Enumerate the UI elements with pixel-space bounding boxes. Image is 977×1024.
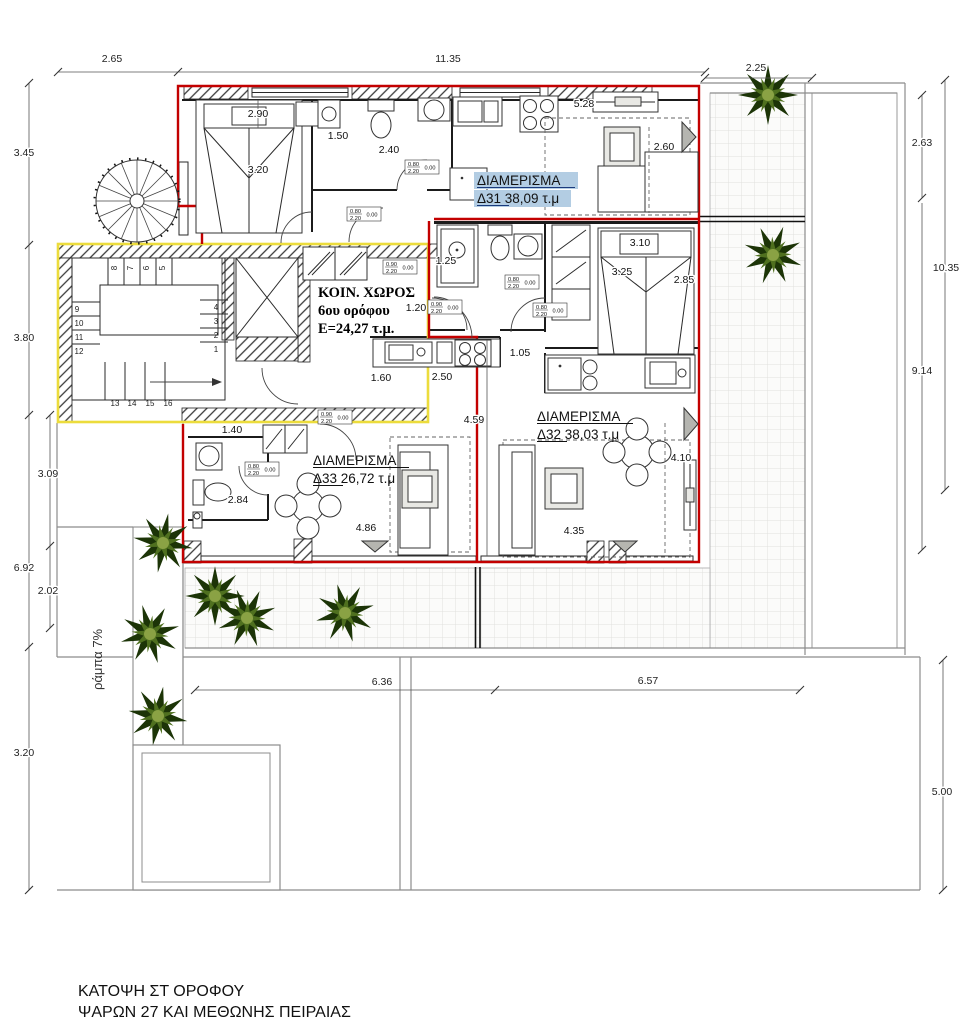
stair-step-14: 14 <box>127 399 137 408</box>
title-line1: ΚΑΤΟΨΗ ΣΤ ΟΡΟΦΟΥ <box>78 983 245 1000</box>
svg-text:0.80: 0.80 <box>248 464 259 470</box>
svg-text:0.00: 0.00 <box>447 305 459 312</box>
dim-d32-living-l: 4.10 <box>670 452 692 464</box>
label-d33-line2: Δ33 26,72 τ.μ <box>313 471 396 486</box>
label-ramp: ράμπα 7% <box>90 628 105 690</box>
door-spec-common-hall <box>383 260 417 275</box>
nightstand-d31 <box>296 102 318 126</box>
stair-step-8: 8 <box>110 265 119 271</box>
door-spec-d32-bed <box>533 303 567 318</box>
svg-text:0.90: 0.90 <box>386 262 397 268</box>
svg-text:0.00: 0.00 <box>552 308 564 315</box>
dim-d31-bed-l: 3.20 <box>247 164 269 176</box>
dim-d32-hall: 1.05 <box>509 347 531 359</box>
door-spec-d31-bath <box>405 160 439 175</box>
dim-left-4: 3.20 <box>13 747 35 759</box>
dim-d31-living: 2.60 <box>653 141 675 153</box>
label-d32-line1: ΔΙΑΜΕΡΙΣΜΑ <box>537 409 621 424</box>
label-d31-line2: Δ31 38,09 τ.μ <box>477 191 560 206</box>
title-line2: ΨΑΡΩΝ 27 ΚΑΙ ΜΕΘΩΝΗΣ ΠΕΙΡΑΙΑΣ <box>78 1004 351 1021</box>
dim-left-2: 3.80 <box>13 332 35 344</box>
svg-text:0.80: 0.80 <box>508 277 519 283</box>
balcony-door-marker-d32 <box>684 408 698 440</box>
svg-text:2.20: 2.20 <box>350 216 361 222</box>
svg-text:0.80: 0.80 <box>536 305 547 311</box>
dim-d33-kitchen-2: 2.50 <box>431 371 453 383</box>
dim-left-inner-1: 3.09 <box>37 468 59 480</box>
dim-right-outer-2: 5.00 <box>931 786 953 798</box>
bottom-terrace-tiles <box>185 568 710 648</box>
svg-text:0.90: 0.90 <box>321 412 332 418</box>
door-spec-d32-bath <box>505 275 539 290</box>
label-common-line2: 6ου ορόφου <box>318 303 390 319</box>
stair-step-13: 13 <box>110 399 120 408</box>
svg-text:2.20: 2.20 <box>536 312 547 318</box>
svg-text:0.80: 0.80 <box>408 162 419 168</box>
stair-step-2: 2 <box>213 331 219 340</box>
svg-text:2.20: 2.20 <box>386 269 397 275</box>
stair-step-4: 4 <box>213 303 219 312</box>
label-d31-line1: ΔΙΑΜΕΡΙΣΜΑ <box>477 173 561 188</box>
stair-step-9: 9 <box>74 305 80 314</box>
dim-left-3: 6.92 <box>13 562 35 574</box>
wardrobe-d33 <box>263 425 307 453</box>
bedroom-d32 <box>552 225 694 354</box>
dim-d31-bath-w: 1.50 <box>327 130 349 142</box>
dim-d33-bath: 2.84 <box>227 494 249 506</box>
label-d31 <box>474 172 578 207</box>
dim-top-3: 2.25 <box>745 62 767 74</box>
stair-step-1: 1 <box>213 345 219 354</box>
stair-step-12: 12 <box>74 347 84 356</box>
lower-footprint-inner <box>142 753 270 882</box>
dim-d33-hall: 1.40 <box>221 424 243 436</box>
dim-right-inner-2: 9.14 <box>911 365 933 377</box>
spiral-staircase <box>95 159 180 244</box>
stair-step-3: 3 <box>213 317 219 326</box>
svg-text:0.00: 0.00 <box>424 165 436 172</box>
closet-common-hall <box>303 247 367 280</box>
svg-text:0.90: 0.90 <box>431 302 442 308</box>
door-spec-d31-entry <box>347 207 381 222</box>
dim-bottom-1: 6.36 <box>371 676 393 688</box>
svg-text:0.00: 0.00 <box>337 415 349 422</box>
dim-right-inner-1: 2.63 <box>911 137 933 149</box>
stair-step-11: 11 <box>74 333 84 342</box>
door-spec-d33-entry <box>318 410 352 425</box>
stair-step-5: 5 <box>158 265 167 271</box>
dim-d32-bath: 1.25 <box>435 255 457 267</box>
label-d32-line2: Δ32 38,03 τ.μ <box>537 427 620 442</box>
dim-left-inner-2: 2.02 <box>37 585 59 597</box>
label-d33 <box>313 453 409 486</box>
stair-step-7: 7 <box>126 265 135 271</box>
dim-left-1: 3.45 <box>13 147 35 159</box>
dim-d32-living-w: 4.35 <box>563 525 585 537</box>
svg-text:0.00: 0.00 <box>366 212 378 219</box>
door-spec-d33-bath <box>245 462 279 477</box>
svg-text:2.20: 2.20 <box>248 471 259 477</box>
dim-d32-depth: 4.59 <box>463 414 485 426</box>
dim-d33-kitchen-1: 1.60 <box>370 372 392 384</box>
dim-d31-bath-l: 2.40 <box>378 144 400 156</box>
dim-d32-bed-l: 3.25 <box>611 266 633 278</box>
balcony-door-marker-d31 <box>682 122 696 152</box>
door-spec-d32-entry <box>428 300 462 315</box>
elevator-shaft <box>236 258 298 337</box>
kitchen-d33 <box>373 339 500 367</box>
stair-step-16: 16 <box>163 399 173 408</box>
svg-text:0.80: 0.80 <box>350 209 361 215</box>
svg-text:2.20: 2.20 <box>431 309 442 315</box>
stair-step-6: 6 <box>142 265 151 271</box>
svg-text:2.20: 2.20 <box>508 284 519 290</box>
furniture <box>193 92 698 557</box>
dim-d32-bed-d: 2.85 <box>673 274 695 286</box>
dim-d31-bed-w: 2.90 <box>247 108 269 120</box>
svg-text:2.20: 2.20 <box>408 169 419 175</box>
stair-step-10: 10 <box>74 319 84 328</box>
dim-d33-living: 4.86 <box>355 522 377 534</box>
svg-text:2.20: 2.20 <box>321 419 332 425</box>
label-common-line3: Ε=24,27 τ.μ. <box>318 321 395 337</box>
label-common-area <box>318 285 415 337</box>
label-common-line1: ΚΟΙΝ. ΧΩΡΟΣ <box>318 285 415 301</box>
svg-text:0.00: 0.00 <box>524 280 536 287</box>
sheet-title <box>78 983 351 1021</box>
dim-d32-bed-w: 3.10 <box>629 237 651 249</box>
dim-d31-kitchen: 5.28 <box>573 98 595 110</box>
dim-top-1: 2.65 <box>101 53 123 65</box>
stair-direction-arrow <box>212 378 222 386</box>
label-d33-line1: ΔΙΑΜΕΡΙΣΜΑ <box>313 453 397 468</box>
label-d32 <box>537 409 633 442</box>
threshold-marker-d33 <box>362 541 388 552</box>
dim-top-2: 11.35 <box>435 53 461 65</box>
staircase <box>72 258 228 408</box>
right-terrace-tiles <box>710 93 805 648</box>
right-walkway <box>812 93 897 648</box>
dim-bottom-2: 6.57 <box>637 675 659 687</box>
svg-text:0.00: 0.00 <box>264 467 276 474</box>
stair-step-15: 15 <box>145 399 155 408</box>
svg-text:0.00: 0.00 <box>402 265 414 272</box>
kitchen-d32 <box>545 355 695 393</box>
bathroom-d33 <box>193 443 231 528</box>
dim-right-outer-1: 10.35 <box>932 262 960 274</box>
dim-koin-door: 1.20 <box>405 302 427 314</box>
